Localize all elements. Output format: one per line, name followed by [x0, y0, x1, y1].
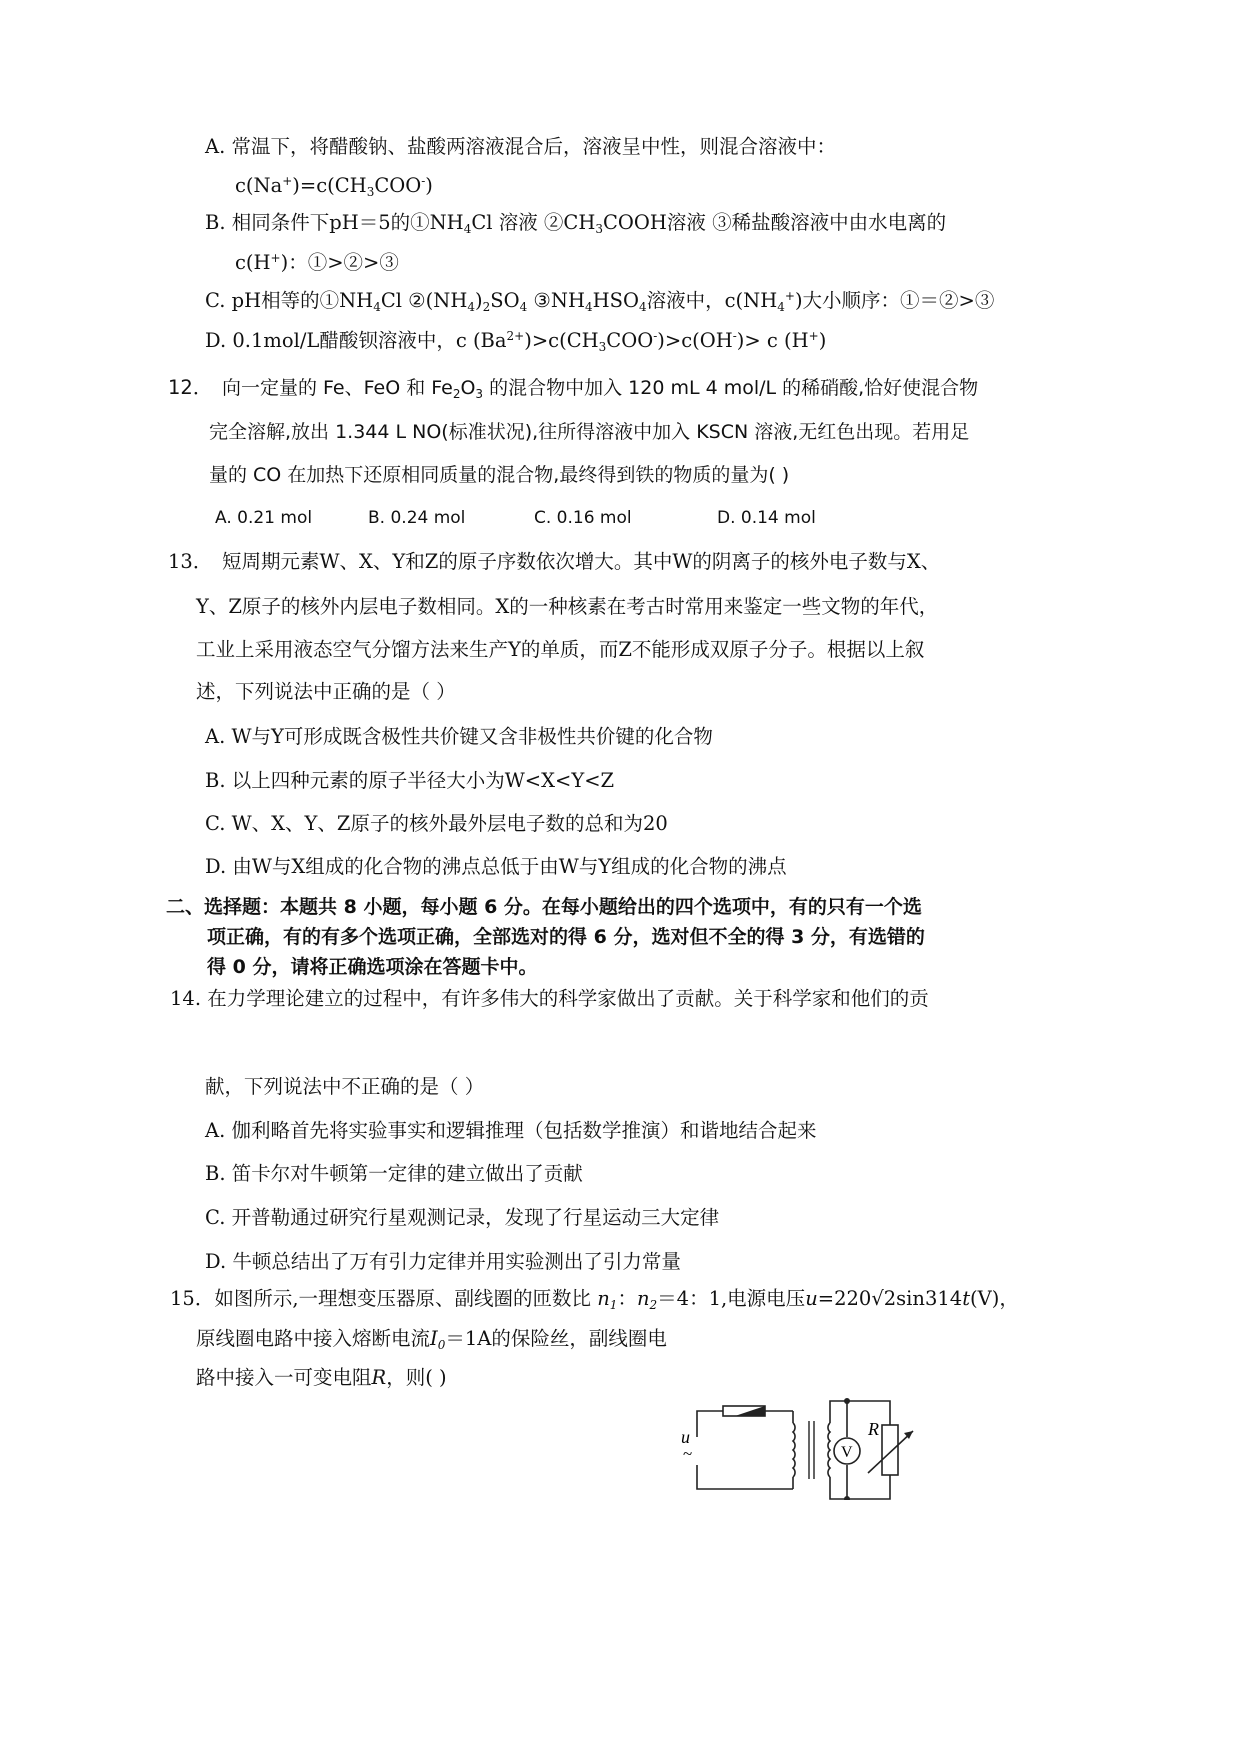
q13-line3: 工业上采用液态空气分馏方法来生产Y的单质，而Z不能形成双原子分子。根据以上叙: [196, 638, 925, 661]
section2-heading-line1: 二、选择题：本题共 8 小题，每小题 6 分。在每小题给出的四个选项中，有的只有一个选: [166, 896, 922, 918]
q13-line1: 短周期元素W、X、Y和Z的原子序数依次增大。其中W的阴离子的核外电子数与X、: [222, 550, 941, 573]
q14-option-d: D. 牛顿总结出了万有引力定律并用实验测出了引力常量: [205, 1250, 681, 1273]
q12-line3: 量的 CO 在加热下还原相同质量的混合物,最终得到铁的物质的量为( ): [209, 464, 790, 486]
circuit-u-label: u: [681, 1427, 690, 1447]
q12-option-a: A. 0.21 mol: [215, 508, 313, 528]
q12-line2: 完全溶解,放出 1.344 L NO(标准状况),往所得溶液中加入 KSCN 溶液,无红色出现。若用足: [209, 421, 970, 443]
q11-option-b-line2: c(H+)：①>②>③: [235, 251, 399, 274]
q12-number: 12．: [168, 376, 213, 399]
q13-option-b: B. 以上四种元素的原子半径大小为W<X<Y<Z: [205, 769, 615, 792]
q15-line1-text: 如图所示,一理想变压器原、副线圈的匝数比: [214, 1287, 592, 1310]
primary-coil-icon: [793, 1423, 795, 1477]
q13-option-a: A. W与Y可形成既含极性共价键又含非极性共价键的化合物: [205, 725, 713, 748]
sqrt-symbol: √2: [871, 1287, 897, 1310]
voltmeter-label: V: [841, 1444, 853, 1461]
section2-heading-line3: 得 0 分，请将正确选项涂在答题卡中。: [207, 956, 538, 978]
q12-options: [215, 504, 816, 532]
q14-option-c: C. 开普勒通过研究行星观测记录，发现了行星运动三大定律: [205, 1206, 720, 1229]
q13-option-c: C. W、X、Y、Z原子的核外最外层电子数的总和为20: [205, 812, 668, 835]
q11-option-c: C. pH相等的$①NH_4Cl$ $②(NH_4)_2SO_4$ $③NH_4HSO_4$溶液中，$c(NH_4^+)$大小顺序：①＝②>③: [205, 289, 995, 314]
q14-option-b: B. 笛卡尔对牛顿第一定律的建立做出了贡献: [205, 1162, 583, 1185]
q12-option-b: B. 0.24 mol: [368, 508, 466, 528]
q12-option-d: D. 0.14 mol: [717, 508, 816, 528]
q12-option-c: C. 0.16 mol: [534, 508, 632, 528]
q15-number: 15．: [170, 1287, 215, 1310]
q15-fuse-current: $I_0$: [430, 1327, 446, 1352]
secondary-coil-icon: [828, 1423, 830, 1477]
q15-line1: 15．如图所示,一理想变压器原、副线圈的匝数比 $n_1$：$n_2=4$：1,电源电压u=220√2sin314t(V)，: [170, 1287, 1019, 1312]
q13-line2: Y、Z原子的核外内层电子数相同。X的一种核素在考古时常用来鉴定一些文物的年代，: [196, 595, 939, 618]
q11-option-a-line2: $c(Na^+)=c(CH_3COO^-)$: [235, 174, 433, 199]
q15-n2: $n_2$: [636, 1287, 658, 1312]
q11-option-d: D. 0.1mol/L醋酸钡溶液中，c $(Ba^{2+})>c(CH_3COO^-)>c(OH^-)> c$ (H+): [205, 329, 827, 354]
q13-line4: 述，下列说法中正确的是（ ）: [196, 680, 456, 703]
q15-ratio: ＝4：1: [657, 1287, 721, 1310]
q15-n1: $n_1$: [597, 1287, 618, 1312]
primary-wire-bottom: [697, 1465, 793, 1489]
q15-line2: 原线圈电路中接入熔断电流$I_0=1A$的保险丝，副线圈电: [196, 1327, 667, 1352]
q13-option-d: D. 由W与X组成的化合物的沸点总低于由W与Y组成的化合物的沸点: [205, 855, 787, 878]
transformer-circuit-diagram: [675, 1385, 935, 1500]
q14-line1: 14. 在力学理论建立的过程中，有许多伟大的科学家做出了贡献。关于科学家和他们的贡: [170, 987, 929, 1010]
q15-line3: 路中接入一可变电阻R，则( ): [196, 1366, 447, 1389]
q15-r-symbol: R: [371, 1366, 387, 1389]
q15-u-symbol: u: [805, 1287, 818, 1310]
q14-line2: 献，下列说法中不正确的是（ ）: [205, 1075, 485, 1098]
resistor-label: R: [868, 1419, 879, 1439]
q13-number: 13．: [168, 550, 213, 573]
ac-source-icon: ~: [683, 1444, 693, 1463]
q11-option-b-line1: B. 相同条件下pH＝5的$①NH_4Cl$ 溶液 $②CH_3COOH$溶液 ③稀盐酸溶液中由水电离的: [205, 211, 947, 236]
q14-option-a: A. 伽利略首先将实验事实和逻辑推理（包括数学推演）和谐地结合起来: [205, 1119, 817, 1142]
q11-option-a-line1: A. 常温下，将醋酸钠、盐酸两溶液混合后，溶液呈中性，则混合溶液中：: [205, 135, 836, 158]
section2-heading-line2: 项正确，有的有多个选项正确，全部选对的得 6 分，选对但不全的得 3 分，有选错的: [207, 926, 925, 948]
variable-resistor-icon: [882, 1425, 898, 1475]
q12-line1: 向一定量的 Fe、FeO 和 $Fe_2O_3$ 的混合物中加入 120 mL 4 mol/L 的稀硝酸,恰好使混合物: [222, 377, 979, 401]
